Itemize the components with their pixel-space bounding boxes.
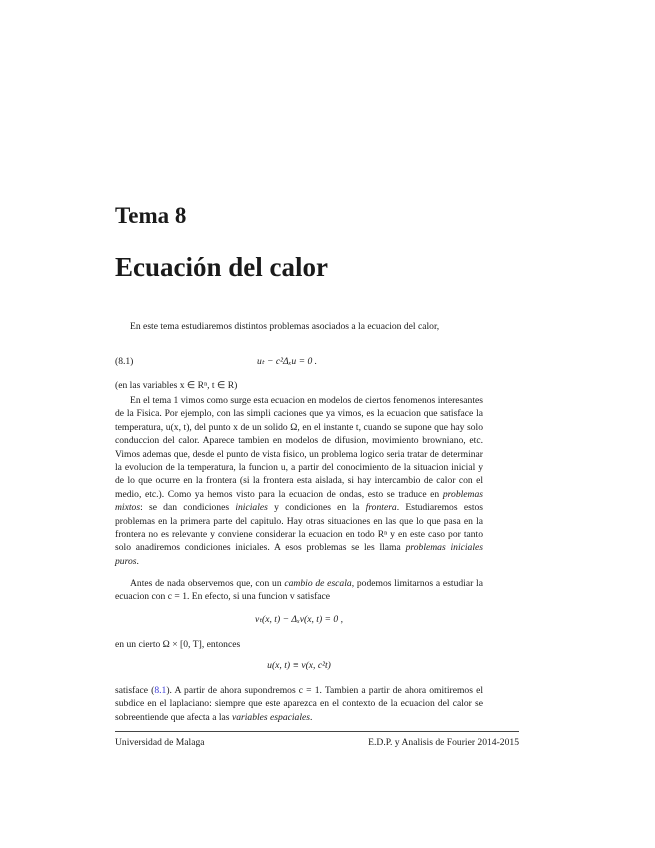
footer-university: Universidad de Malaga	[115, 737, 205, 748]
intro-paragraph: En este tema estudiaremos distintos problemas asociados a la ecuacion del calor,	[130, 321, 440, 332]
equation-v: vₜ(x, t) − Δₓv(x, t) = 0 ,	[254, 614, 344, 625]
emphasis-text: variables espaciales	[231, 711, 311, 723]
scaling-paragraph	[115, 577, 483, 604]
closing-paragraph	[115, 684, 483, 724]
domain-line: en un cierto Ω × [0, T], entonces	[115, 639, 241, 650]
emphasis-text: problemas mixtos	[115, 488, 483, 514]
text-run: Antes de nada observemos que, con un	[130, 578, 285, 589]
footer-course: E.D.P. y Analisis de Fourier 2014-2015	[368, 737, 519, 748]
equation-u: u(x, t) ≡ v(x, c²t)	[267, 660, 331, 671]
main-paragraph	[115, 394, 483, 568]
emphasis-text: frontera	[365, 502, 397, 514]
text-run: . Estudiaremos estos problemas en la primera parte del capitulo. Hay otras situaciones en las que lo que pasa en la frontera no es relevante y conviene considerar la ecuacion en todo Rⁿ y en este caso por tanto solo anadiremos condiciones iniciales. A esos problemas se les llama	[115, 502, 484, 554]
equation-formula: uₜ − c²Δₓu = 0 .	[257, 356, 318, 367]
text-run: .	[136, 555, 139, 567]
text-run: : se dan condiciones	[140, 502, 236, 514]
equation-reference-link[interactable]: 8.1	[154, 685, 167, 696]
text-run: .	[310, 711, 313, 723]
emphasis-text: iniciales	[235, 502, 268, 514]
chapter-title: Ecuación del calor	[115, 252, 328, 282]
text-run: y condiciones en la	[267, 502, 366, 514]
variables-note: (en las variables x ∈ Rⁿ, t ∈ R)	[115, 380, 238, 391]
emphasis-text: problemas iniciales puros	[115, 542, 484, 567]
text-run: En el tema 1 vimos como surge esta ecuacion en modelos de ciertos fenomenos interesantes de la Fisica. Por ejemplo, con las simpli caciones que ya vimos, es la ecuacion que satisface la temperatura, u(x, t), del punto x de un solido Ω, en el instante t, cuando se supone que hay solo conduccion del calor. Aparece tambien en modelos de difusion, movimiento browniano, etc. Vimos ademas que, desde el punto de vista fisico, un problema logico seria tratar de determinar la evolucion de la temperatura, la funcion u, a partir del conocimiento de la situacion inicial y de lo que ocurre en la frontera (si la frontera esta aislada, si hay intercambio de calor con el medio, etc.). Como ya hemos visto para la ecuacion de ondas, esto se traduce en	[115, 395, 483, 500]
footer-divider	[115, 731, 519, 732]
emphasis-text: cambio de escala	[284, 578, 352, 589]
text-run: , podemos limitarnos a estudiar la ecuacion con c = 1. En efecto, si una funcion v satisface	[115, 578, 483, 603]
equation-number: (8.1)	[115, 356, 134, 367]
text-run: satisface (	[115, 685, 155, 696]
chapter-label: Tema 8	[115, 203, 187, 228]
text-run: ). A partir de ahora supondremos c = 1. Tambien a partir de ahora omitiremos el subdice en el laplaciano: siempre que este aparezca en el contexto de la ecuacion del calor se sobreentiende que afecta a las	[115, 685, 483, 723]
